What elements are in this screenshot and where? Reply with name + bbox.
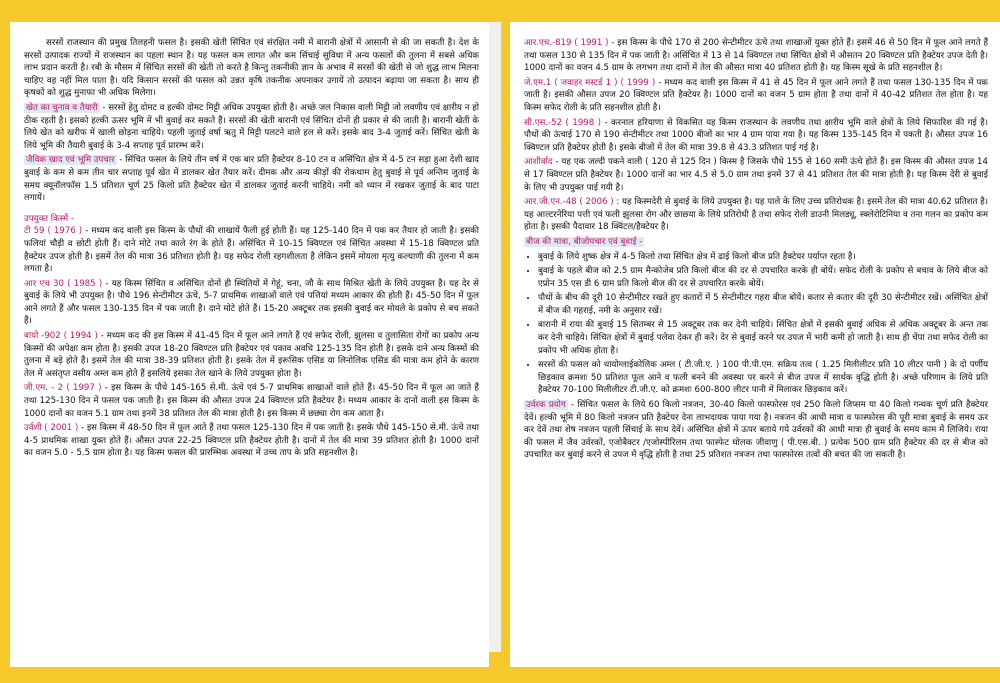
variety-name: आशीर्वाद	[524, 157, 553, 168]
variety-name: जी.एम. - 2 ( 1997 )	[24, 383, 102, 394]
variety-rgn48	[524, 196, 988, 234]
variety-text: - मध्यम कद वाली इस किस्म में 41 से 45 दिन में फूल आने लगते हैं तथा फसल 130-135 दिन में पक जाती है। इसकी औसत उपज 20 क्विण्टल प्रति हैक्टेयर है। 1000 दानों का वजन 5 ग्राम होता है तथा दानों में 40-42 प्रतिशत तेल होता है। यह किस्म सफेद रोली के प्रति सहनशील होती है।	[524, 77, 988, 113]
variety-text: - यह एक जल्दी पकने वाली ( 120 से 125 दिन ) किस्म है जिसके पौधे 155 से 160 समी ऊंचे होते हैं। इस किस्म की औसत उपज 14 से 17 क्विण्टल प्रति हैक्टेयर है। 1000 दानों का भार 4.5 से 5.0 ग्राम तथा इनमें 37 से 41 प्रतिशत तेल की मात्रा होती है। यह किस्म देरी से बुवाई के लिए भी उपयुक्त पाई गयी है।	[524, 157, 988, 193]
seed-list	[524, 251, 988, 398]
center-gutter	[487, 22, 501, 652]
variety-rh30	[24, 278, 479, 328]
manure-text: - सिंचित फसल के लिये तीन वर्ष में एक बार प्रति हैक्टेयर 8-10 टन व असिंचित क्षेत्र में 4-5 टन सड़ा हुआ देशी खाद बुवाई के कम से कम तीन चार सप्ताह पूर्व खेत में डालकर खेत तैयार करें। दीमक और अन्य कीड़ों की रोकथाम हेतु बुवाई से पूर्व अन्तिम जुताई के समय क्यूनॉलफॉस 1.5 प्रतिशत चूर्ण 25 किलो प्रति हैक्टेयर खेत में डालकर जुताई करनी चाहिये। नमी को ध्यान में रखकर जुताई के बाद पाटा लगायें।	[24, 155, 479, 204]
manure-section	[24, 154, 479, 204]
variety-name: जे.एम.1 ( जवाहर मस्टर्ड 1 ) ( 1999 )	[524, 77, 656, 88]
field-section	[24, 102, 479, 152]
variety-bio902	[24, 330, 479, 380]
field-heading: खेत का चुनाव व तैयारी	[26, 102, 98, 113]
field-text: - सरसों हेतु दोमट व हल्की दोमट मिट्टी अधिक उपयुक्त होती है। अच्छे जल निकास वाली मिट्टी जो लवणीय एवं क्षारीय न हो ठीक रहती है। इसको हल्की ऊसर भूमि में भी बुवाई कर सकते हैं। सरसों की खेती बारानी एवं सिंचित दोनों ही प्रकार से की जाती है। बारानी खेती के लिये खेत को खरीफ में खाली छोड़ना चाहिये। पहली जुताई वर्षा ऋतु में मिट्टी पलटने वाले हल से करें। इसके बाद 3-4 जुताई करें। सिंचित खेती के लिये भूमि की तैयारी बुवाई के 3-4 सप्ताह पूर्व प्रारम्भ करें।	[24, 102, 479, 151]
list-item: • बुवाई के पहले बीज को 2.5 ग्राम मैन्कोजेब प्रति किलो बीज की दर से उपचारित करके ही बोयें। सफेद रोली के प्रकोप से बचाव के लिये बीज को एप्रोन 35 एस डी 6 ग्राम प्रति किलो बीज की दर से उपचारित करके बोयें।	[538, 265, 988, 290]
left-page	[10, 22, 489, 667]
fertilizer-text: - सिंचित फसल के लिये 60 किलो नत्रजन, 30-40 किलो फास्फोरस एवं 250 किलो जिप्सम या 40 किलो गन्धक चूर्ण प्रति हैक्टेयर देवें। हल्की भूमि में 80 किलो नत्रजन प्रति हैक्टेयर देना लाभदायक पाया गया है। नत्रजन की आधी मात्रा व फास्फोरस की पूरी मात्रा बुवाई के समय ऊर कर देवें तथा शेष नत्रजन पहली सिंचाई के साथ देवें। असिंचित क्षेत्रों में ऊपर बताये गये उर्वरकों की आधी मात्रा ही बुवाई के समय काम में लिजिये। राया की फसल में जैव उर्वरकों, एजोबैक्टर /एजोस्पीरिलम तथा फास्फेट घोलक जीवाणु ( पी.एस.बी. ) प्रत्येक 500 ग्राम प्रति हैक्टेयर की दर से बीज को उपचारित कर बुवाई करने से उपज में वृद्धि होती है तथा 25 प्रतिशत नत्रजन तथा फास्फोरस तत्वों की बचत की जा सकती है।	[524, 400, 989, 461]
varieties-heading: उपयुक्त किस्में -	[24, 213, 74, 224]
variety-cs52	[524, 117, 988, 155]
list-item: • पौधों के बीच की दूरी 10 सेन्टीमीटर रखते हुए कतारों में 5 सेन्टीमीटर गहरा बीज बोयें। कतार से कतार की दूरी 30 सेन्टीमीटर रखें। असिंचित क्षेत्रों में बीज की गहराई, नमी के अनुसार रखें।	[538, 292, 988, 317]
variety-name: आर.एच.-819 ( 1991 )	[524, 38, 609, 48]
variety-name: आर.जी.एन.-48 ( 2006 )	[524, 197, 614, 208]
variety-jm1	[524, 77, 988, 115]
variety-text: - इस किस्म के पौधे 145-165 से.मी. ऊंचे एवं 5-7 प्राथमिक शाखाओं वाले होते हैं। 45-50 दिन में फूल आ जाते हैं तथा 125-130 दिन में फसल पक जाती है। इस किस्म की औसत उपज 24 क्विण्टल प्रति हैक्टेयर है। मध्यम आकार के दानों वाली इस किस्म के 1000 दानों का वजन 5.1 ग्राम तथा इनमें 38 प्रतिशत तेल की मात्रा होती है। इस किस्म में छछ्या रोग कम आता है।	[24, 383, 479, 419]
variety-name: उर्वशी ( 2001 )	[24, 423, 79, 434]
manure-heading: जैविक खाद एवं भूमि उपचार	[26, 155, 115, 166]
variety-text: - यह किस्म सिंचित व असिंचित दोनों ही स्थितियों में गेहूं, चना, जौ के साथ मिश्रित खेती के लिये उपयुक्त है। यह देर से बुवाई के लिये भी उपयुक्त है। पौधे 196 सेन्टीमीटर ऊंचे, 5-7 प्राथमिक शाखाओं वाले एवं पत्तियां मध्यम आकार की होती हैं। 45-50 दिन में फूल आने लगते हैं और फसल 130-135 दिन में पक जाती है। दाने मोटे होते हैं। 15-20 अक्टूबर तक इसकी बुवाई कर मोयले के प्रकोप से बच सकते हैं।	[24, 278, 479, 327]
variety-t59	[24, 225, 479, 275]
list-item: • बुवाई के लिये शुष्क क्षेत्र में 4-5 किलो तथा सिंचित क्षेत्र में ढाई किलो बीज प्रति हैक्टेयर पर्याप्त रहता है।	[538, 251, 988, 264]
list-item: • सरसों की फसल को थायोग्लाईकोलिक अम्ल ( टी.जी.ए. ) 100 पी.पी.एम. सक्रिय तत्व ( 1.25 मिलीलीटर प्रति 10 लीटर पानी ) के दो पर्णीय छिड़काव क्रमशः 50 प्रतिशत फूल आने व फली बनने की अवस्था पर करने से बीज उपज में सार्थक वृद्धि होती है। अच्छे परिणाम के लिये प्रति हैक्टेयर 70-100 मिलीलीटर टी.जी.ए. को क्रमशः 600-800 लीटर पानी में मिलाकर छिड़काव करें।	[538, 359, 988, 397]
list-item: • बारानी में राया की बुवाई 15 सितम्बर से 15 अक्टूबर तक कर देनी चाहिये। सिंचित क्षेत्रों में इसकी बुवाई अधिक से अधिक अक्टूबर के अन्त तक कर देनी चाहिये। सिंचित क्षेत्रों में बुवाई पलेवा देकर ही करें। देर से बुवाई करने पर उपज में भारी कमी हो जाती है। साथ ही चेंपा तथा सफेद रोली का प्रकोप भी अधिक होता है।	[538, 319, 988, 357]
fertilizer-section	[524, 399, 988, 462]
intro-paragraph: सरसों राजस्थान की प्रमुख तिलहनी फसल है। इसकी खेती सिंचित एवं संरक्षित नमी में बारानी क्षेत्रों में आसानी से की जा सकती है। देश के सरसों उत्पादक राज्यों में राजस्थान का पहला स्थान है। यह फसल कम लागत और कम सिंचाई सुविधा में अन्य फसलों की तुलना में सबसे अधिक लाभ प्रदान करती है। रबी के मौसम में सिंचित सरसों की खेती तो करते है किन्तु तकनीकी ज्ञान के अभाव में सरसों की खेती से जो शुद्ध लाभ मिलना चाहिए वह नहीं मिल पाता है। यदि किसान सरसों की फसल को उन्नत कृषि तकनीक अपनाकर उगायें तो उत्पादन बढ़ाया जा सकता है। साथ ही कृषकों को शुद्ध मुनाफा भी अधिक मिलेगा।	[24, 38, 479, 99]
variety-name: बायो -902 ( 1994 )	[24, 331, 98, 342]
seed-heading: बीज की मात्रा, बीजोपचार एवं बुवाई -	[526, 236, 643, 247]
fertilizer-heading: उर्वरक प्रयोग	[526, 400, 566, 411]
variety-text: - मध्यम कद वाली इस किस्म के पौधों की शाखायें फैली हुई होती हैं। यह 125-140 दिन में पक कर तैयार हो जाती है। इसकी फलियां चौड़ी व छोटी होती हैं। दाने मोटे तथा काले रंग के होते हैं। असिंचित में 10-15 क्विण्टल एवं सिंचित अवस्था में 15-18 क्विण्टल प्रति हैक्टेयर उपज होती है। इसमें तेल की मात्रा 36 प्रतिशत होती है। यह सफेद रोली रहगशीलता है लेकिन इसमें मोयला मृत्यु कल्याणी की तुलना में कम लगता है।	[24, 226, 480, 275]
variety-name: टी 59 ( 1976 )	[24, 226, 83, 237]
variety-text: - इस किस्म में 48-50 दिन में फूल आते हैं तथा फसल 125-130 दिन में पक जाती है। इसके पौधे 145-150 से.मी. ऊंचे तथा 4-5 प्राथमिक शाखा युक्त होते हैं। औसत उपज 22-25 क्विण्टल प्रति हैक्टेयर होती है। दानों में तेल की मात्रा 39 प्रतिशत होती है। 1000 दानों का वजन 5.0 - 5.5 ग्राम होता है। यह किस्म फसल की प्रारम्भिक अवस्था में उच्च ताप के प्रति सहनशील है।	[24, 423, 479, 459]
variety-ashirwad	[524, 156, 988, 194]
variety-text: - मध्यम कद की इस किस्म में 41-45 दिन में फूल आने लगते हैं एवं सफेद रोली, झुलसा व तुलासिता रोगों का प्रकोप अन्य किस्मों की अपेक्षा कम होता है। इसकी उपज 18-20 क्विण्टल प्रति हैक्टेयर एवं पकाव अवधि 125-135 दिन होती है। इसके दाने अन्य किस्मों की तुलना में बड़े होते हैं। इसमें तेल की मात्रा 38-39 प्रतिशत होती है। इसके तेल में इरूसिक एसिड या लिनोलिक एसिड की मात्रा कम होने के कारण तेल में असंतृप्त वसीय अम्ल कम होते हैं इसलिये इसका तेल खाने के लिये उपयुक्त होता है।	[24, 331, 479, 379]
variety-rh819	[524, 37, 988, 75]
variety-name: सी.एस.-52 ( 1998 )	[524, 117, 602, 128]
variety-name: आर एच 30 ( 1985 )	[24, 278, 103, 289]
seed-section	[524, 236, 988, 249]
variety-text: - करनाल हरियाणा से विकसित यह किस्म राजस्थान के लवणीय तथा क्षारीय भूमि वाले क्षेत्रों के लिये सिफारिश की गई है। पौधों की ऊंचाई 170 से 190 सेन्टीमीटर तथा 1000 बीजों का भार 4 ग्राम पाया गया है। यह किस्म 135-145 दिन में पकती है। औसत उपज 16 क्विण्टल प्रति हैक्टेयर होती है। इसके बीजों में तेल की मात्रा 39.8 से 43.3 प्रतिशत पाई गई है।	[524, 117, 988, 153]
variety-gm2	[24, 382, 479, 420]
right-page	[510, 22, 1000, 667]
variety-urvashi	[24, 422, 479, 460]
variety-text: : यह किस्मदेरी से बुवाई के लिये उपयुक्त है। यह पाले के लिए उच्च प्रतिरोधक है। इसमें तेल की मात्रा 40.62 प्रतिशत है। यह आल्टरनेरिया पत्ती एवं फली झुलसा रोग और छाछया के लिये प्रतिरोधी है तथा सफेद रोली डाउनी मिलड्यू, स्क्लेरोटिनिया व तना गलन का प्रकोप कम होता है। इसकी पैदावार 18 क्विंटल/हैक्टेयर है।	[524, 197, 988, 233]
variety-text: - इस किस्म के पौधे 170 से 200 सेन्टीमीटर ऊंचे तथा शाखाओं युक्त होते हैं। इसमें 46 से 50 दिन में फूल आने लगते हैं तथा फसल 130 से 135 दिन में पक जाती है। असिंचित में 13 से 14 क्विण्टल तथा सिंचित क्षेत्रों में औसतन 20 क्विण्टल प्रति हैक्टेयर उपज देती है। 1000 दानों का वजन 4.5 ग्राम के लगभग तथा दानों में तेल की औसत मात्रा 40 प्रतिशत होती है। यह किस्म सूखे के प्रति सहनशील है।	[524, 38, 989, 74]
